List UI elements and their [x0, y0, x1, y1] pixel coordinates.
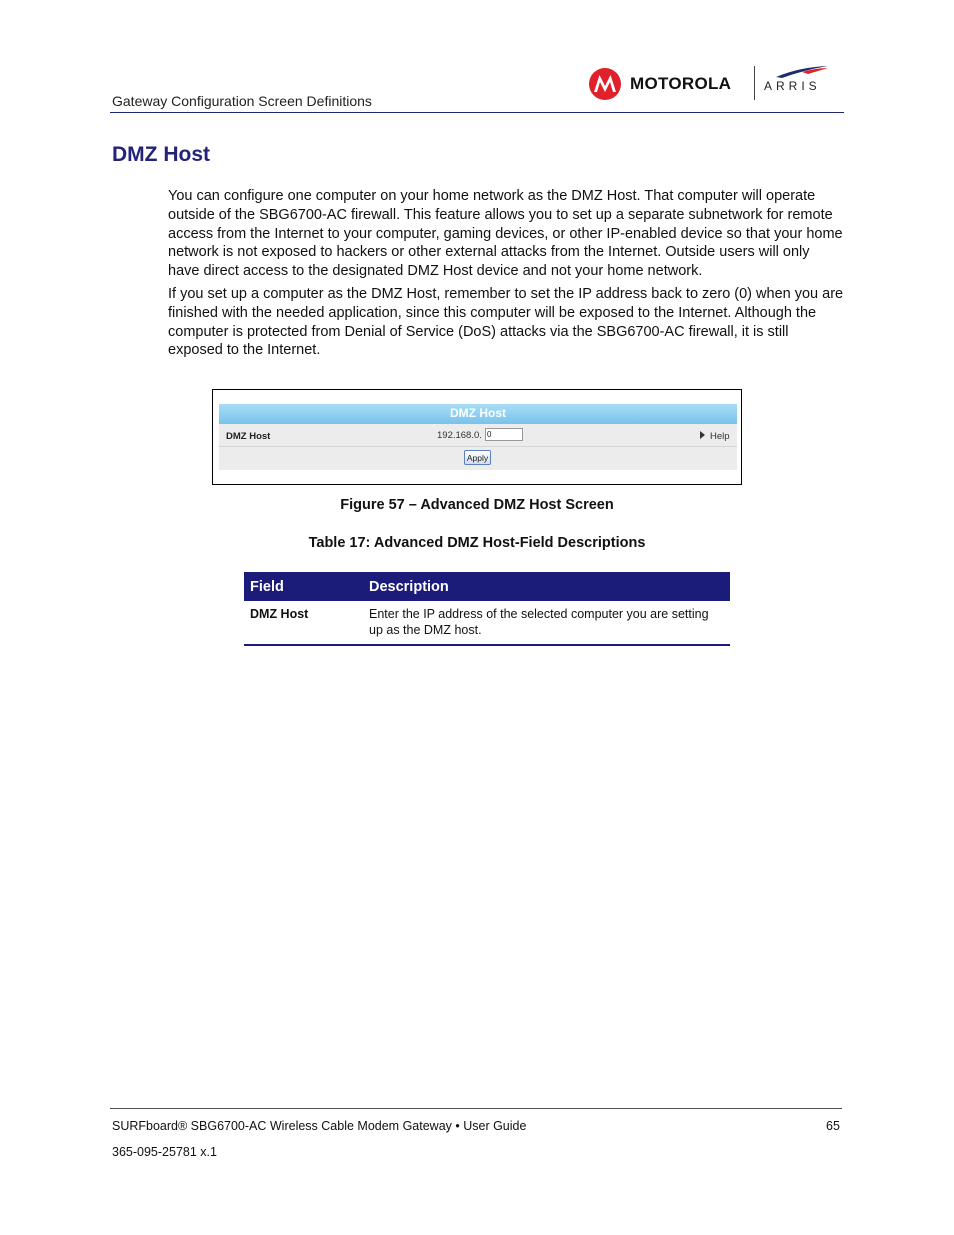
panel-title: DMZ Host	[450, 406, 506, 420]
page-number: 65	[826, 1119, 840, 1133]
section-title: DMZ Host	[112, 143, 210, 166]
figure-caption: Figure 57 – Advanced DMZ Host Screen	[340, 497, 614, 513]
header-rule	[110, 112, 844, 113]
dmz-host-label: DMZ Host	[226, 431, 271, 442]
intro-paragraph: You can configure one computer on your home network as the DMZ Host. That computer will operate outside of the SBG6700-AC firewall. This feature allows you to set up a separate subnetwork for remote access from the Internet to your computer, gaming devices, or other IP-enabled device so that your home network is not exposed to hackers or other external attacks from the Internet. Outside users will only have direct access to the designated DMZ Host device and not your home network.	[168, 188, 843, 280]
table-row	[244, 601, 730, 645]
table-header-row	[244, 572, 730, 601]
dmz-host-ip-input[interactable]	[485, 428, 523, 441]
logo-separator	[754, 66, 755, 100]
warning-paragraph: If you set up a computer as the DMZ Host, remember to set the IP address back to zero (0) when you are finished with the needed application, since this computer will be exposed to the Internet. Although the computer is protected from Denial of Service (DoS) attacks via the SBG6700-AC firewall, it is still exposed to the Internet.	[168, 286, 844, 359]
panel-titlebar	[219, 404, 737, 424]
footer-product-line: SURFboard® SBG6700-AC Wireless Cable Modem Gateway • User Guide	[112, 1119, 527, 1133]
ip-prefix: 192.168.0.	[437, 430, 482, 441]
dmz-host-screenshot	[212, 389, 742, 485]
apply-button[interactable]: Apply	[464, 450, 491, 465]
column-header-field: Field	[244, 572, 363, 601]
brand-logo	[588, 64, 838, 104]
column-header-description: Description	[363, 572, 730, 601]
motorola-batwing-icon	[588, 67, 622, 101]
arris-wordmark: ARRIS	[764, 79, 821, 93]
footer-doc-number: 365-095-25781 x.1	[112, 1145, 217, 1159]
arris-swoosh-icon	[774, 64, 830, 80]
table-caption: Table 17: Advanced DMZ Host-Field Descriptions	[308, 535, 646, 551]
running-header-title: Gateway Configuration Screen Definitions	[112, 93, 372, 109]
table-cell-description: Enter the IP address of the selected computer you are setting up as the DMZ host.	[363, 601, 730, 645]
dmz-host-panel	[219, 404, 737, 470]
field-description-table	[244, 572, 730, 646]
button-row	[219, 447, 737, 469]
help-link[interactable]: Help	[710, 431, 730, 442]
help-arrow-icon[interactable]	[700, 431, 705, 439]
dmz-host-row	[219, 426, 737, 447]
table-cell-field: DMZ Host	[244, 601, 363, 645]
footer-rule	[110, 1108, 842, 1109]
motorola-wordmark: MOTOROLA	[630, 74, 732, 93]
